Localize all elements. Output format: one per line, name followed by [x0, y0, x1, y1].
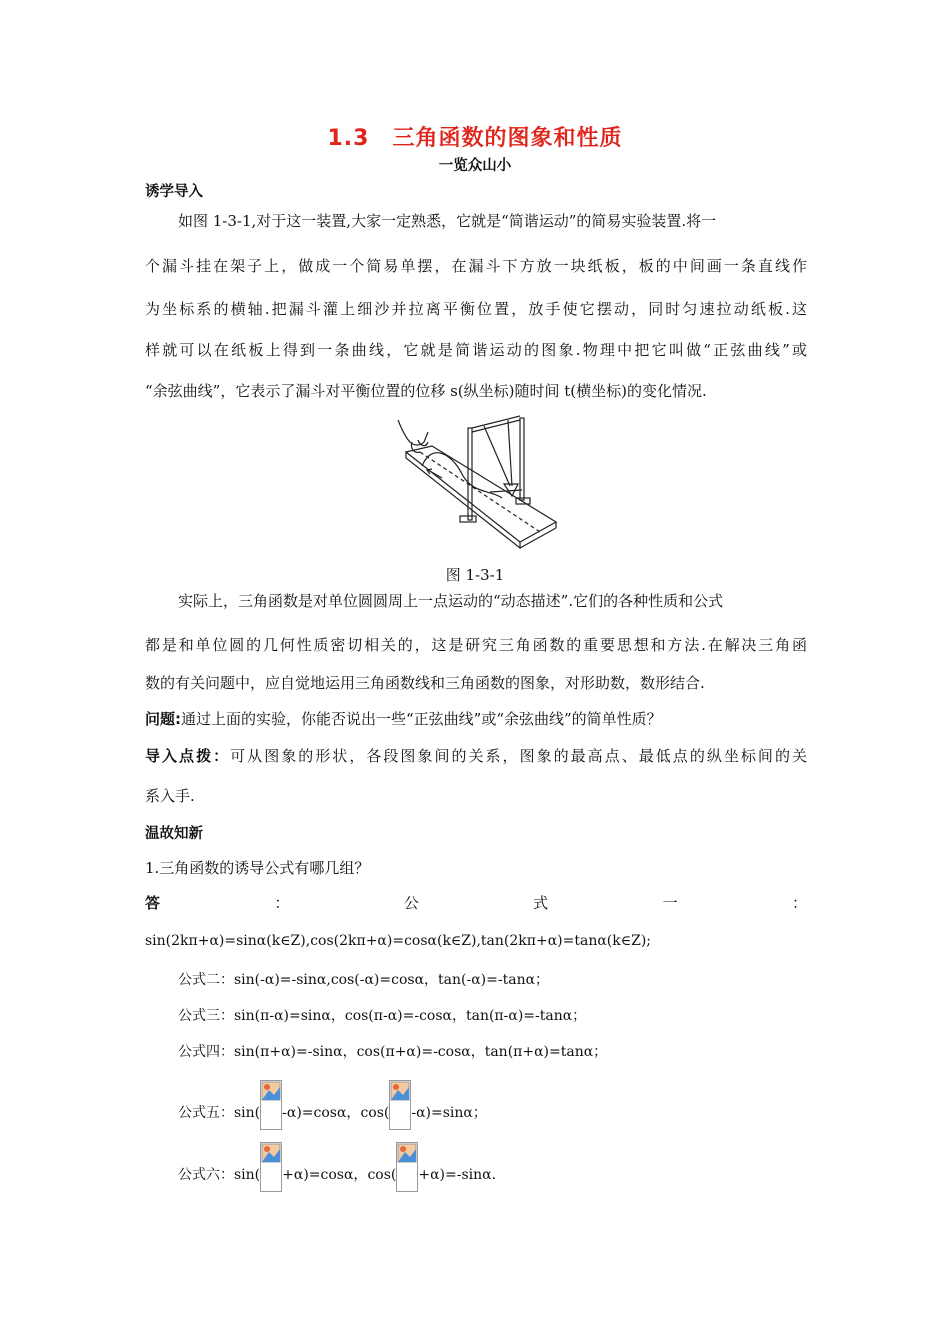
formula-text: -α)=sinα；: [411, 1105, 487, 1121]
answer-part: ：: [791, 894, 807, 912]
formula-label: 公式五：: [178, 1105, 234, 1121]
hint-line-continued: 系入手.: [145, 787, 195, 805]
answer-part: 式: [533, 894, 549, 912]
hint-line: [145, 745, 807, 766]
broken-image-icon: [260, 1080, 282, 1130]
paragraph-line: “余弦曲线”，它表示了漏斗对平衡位置的位移 s(纵坐标)随时间 t(横坐标)的变化情况.: [145, 382, 707, 400]
paragraph-line: 为坐标系的横轴.把漏斗灌上细沙并拉离平衡位置，放手使它摆动，同时匀速拉动纸板.这: [145, 300, 807, 318]
hint-text: 可从图象的形状，各段图象间的关系，图象的最高点、最低点的纵坐标间的关: [230, 747, 807, 765]
question-text: 通过上面的实验，你能否说出一些“正弦曲线”或“余弦曲线”的简单性质？: [181, 710, 662, 728]
answer-part: 公: [403, 894, 419, 912]
pendulum-apparatus-figure: [392, 412, 562, 554]
answer-label: 答: [145, 894, 161, 912]
paragraph-line: 数的有关问题中，应自觉地运用三角函数线和三角函数的图象，对形助数，数形结合.: [145, 674, 705, 692]
formula-text: +α)=-sinα.: [418, 1167, 497, 1183]
formula-3: 公式三：sin(π-α)=sinα，cos(π-α)=-cosα，tan(π-α)=-tanα；: [178, 1008, 587, 1024]
page-title: 1.3 三角函数的图象和性质: [327, 126, 623, 151]
answer-part: ：: [274, 894, 290, 912]
broken-image-icon: [260, 1142, 282, 1192]
page-subtitle: 一览众山小: [438, 158, 512, 174]
question-line: [145, 708, 807, 729]
formula-1: sin(2kπ+α)=sinα(k∈Z),cos(2kπ+α)=cosα(k∈Z),tan(2kπ+α)=tanα(k∈Z);: [145, 933, 652, 949]
paragraph-line: 如图 1-3-1,对于这一装置,大家一定熟悉，它就是“简谐运动”的简易实验装置.将一: [178, 212, 717, 230]
formula-6: [178, 1150, 807, 1200]
answer-line: [145, 892, 807, 913]
question-1: 1.三角函数的诱导公式有哪几组？: [145, 859, 370, 877]
formula-text: sin(: [234, 1167, 261, 1183]
broken-image-icon: [389, 1080, 411, 1130]
broken-image-icon: [396, 1142, 418, 1192]
formula-text: cos(: [360, 1105, 390, 1121]
paragraph-line: 都是和单位圆的几何性质密切相关的，这是研究三角函数的重要思想和方法.在解决三角函: [145, 636, 807, 654]
formula-text: sin(: [234, 1105, 261, 1121]
formula-label: 公式六：: [178, 1167, 234, 1183]
paragraph-line: 样就可以在纸板上得到一条曲线，它就是简谐运动的图象.物理中把它叫做“正弦曲线”或: [145, 341, 807, 359]
answer-part: 一: [662, 894, 678, 912]
section-heading-intro: 诱学导入: [145, 184, 203, 200]
formula-text: cos(: [367, 1167, 397, 1183]
figure-caption: 图 1-3-1: [445, 566, 505, 584]
section-heading-review: 温故知新: [145, 826, 203, 842]
paragraph-line: 个漏斗挂在架子上，做成一个简易单摆，在漏斗下方放一块纸板，板的中间画一条直线作: [145, 257, 807, 275]
paragraph-line: 实际上，三角函数是对单位圆圆周上一点运动的“动态描述”.它们的各种性质和公式: [178, 592, 724, 610]
formula-text: +α)=cosα，: [282, 1167, 368, 1183]
formula-text: -α)=cosα，: [282, 1105, 361, 1121]
formula-5: [178, 1088, 807, 1138]
hint-label: 导入点拨：: [145, 747, 231, 765]
formula-4: 公式四：sin(π+α)=-sinα，cos(π+α)=-cosα，tan(π+α)=tanα；: [178, 1044, 608, 1060]
formula-2: 公式二：sin(-α)=-sinα,cos(-α)=cosα，tan(-α)=-tanα；: [178, 972, 550, 988]
question-label: 问题:: [145, 710, 181, 728]
